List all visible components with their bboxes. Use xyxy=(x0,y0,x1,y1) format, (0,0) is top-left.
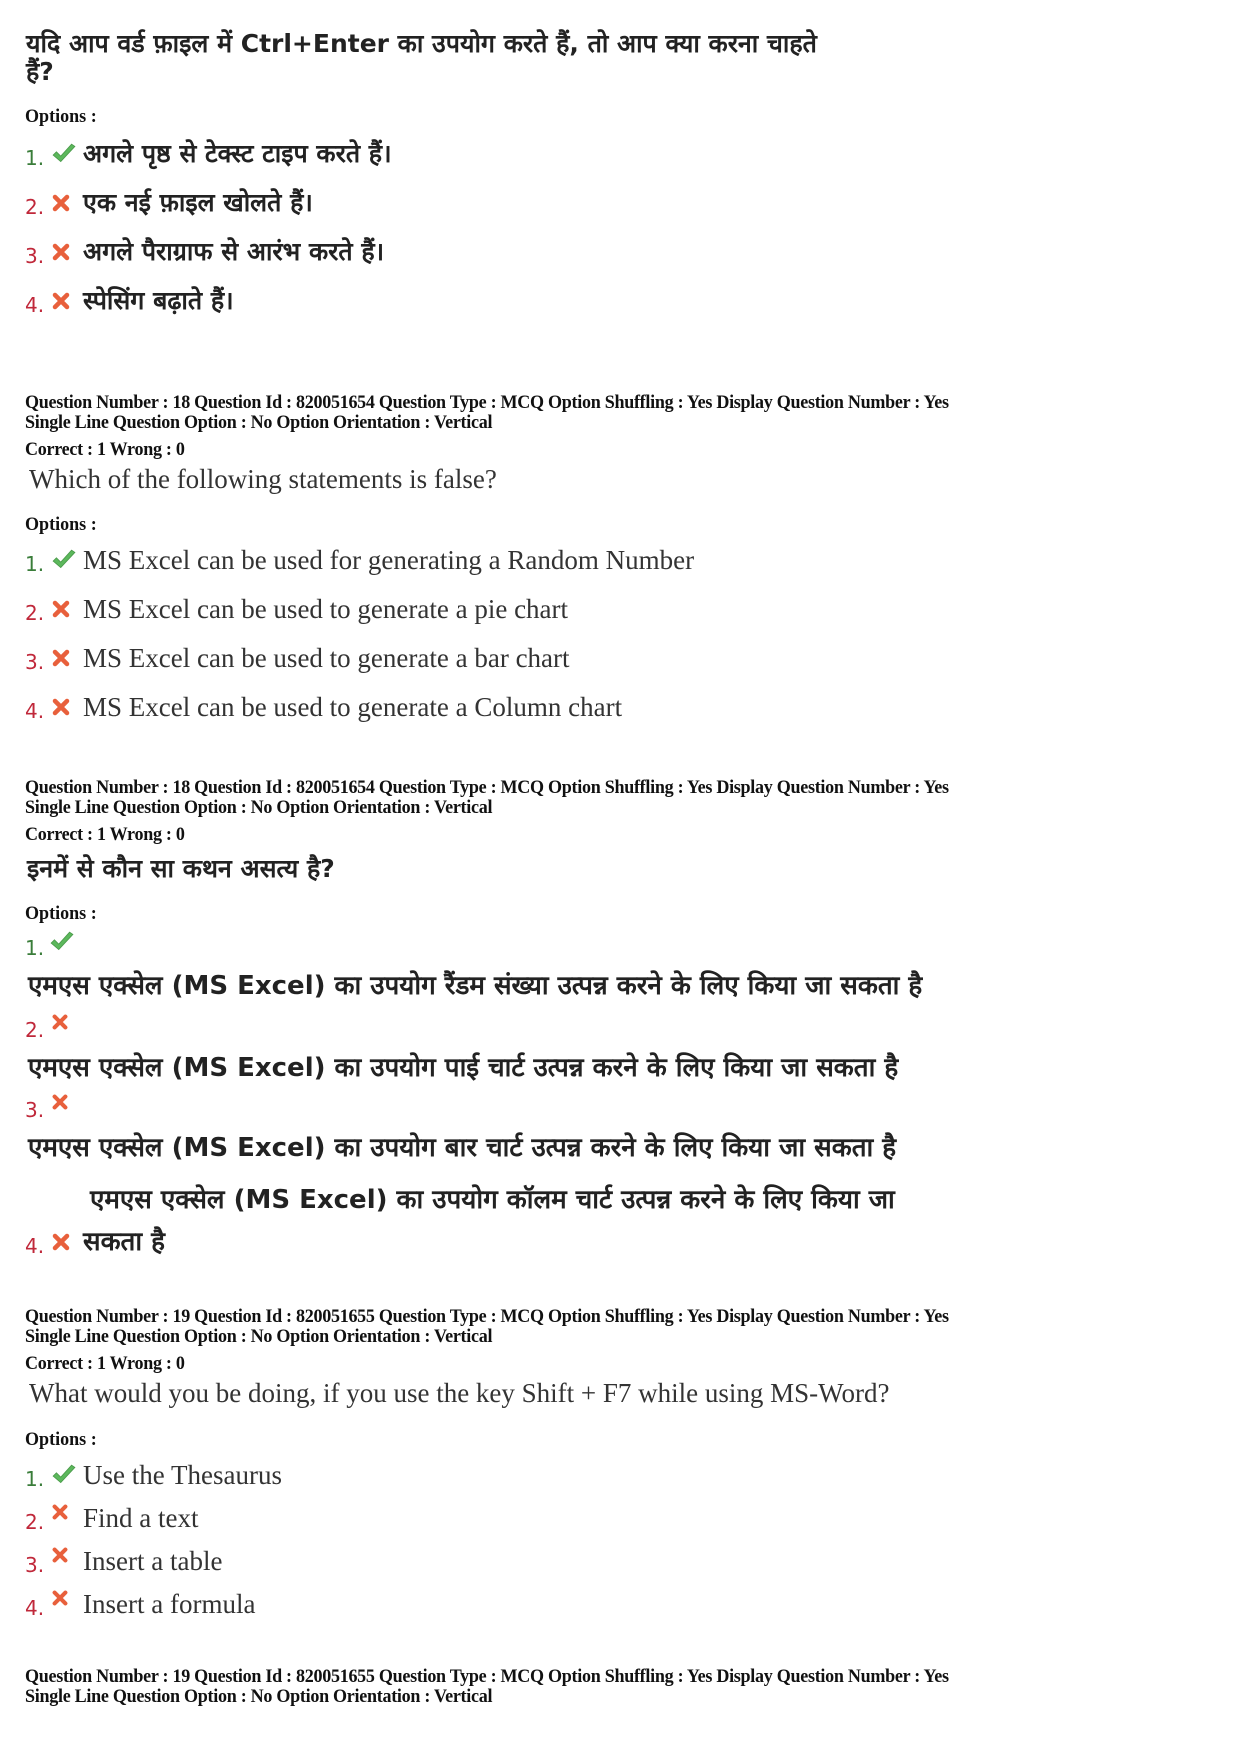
question-meta-line1: Question Number : 18 Question Id : 820051654 Question Type : MCQ Option Shuffling : Yes Display Question Number : Yes xyxy=(25,777,949,798)
question-meta-line2: Single Line Question Option : No Option Orientation : Vertical xyxy=(25,412,493,433)
option-number: 1. xyxy=(25,552,45,576)
option-number: 3. xyxy=(25,1098,45,1122)
marks-info: Correct : 1 Wrong : 0 xyxy=(25,1353,185,1374)
option-text: Insert a formula xyxy=(83,1589,256,1619)
option-number: 2. xyxy=(25,601,45,625)
option-4-text-line2: सकता है xyxy=(83,1227,165,1257)
option-number: 4. xyxy=(25,1596,45,1620)
check-icon xyxy=(49,930,75,954)
option-2 xyxy=(25,183,313,219)
option-number: 4. xyxy=(25,1234,45,1258)
option-number: 1. xyxy=(25,146,45,170)
option-text: अगले पैराग्राफ से आरंभ करते हैं। xyxy=(83,237,385,266)
option-2 xyxy=(25,589,568,625)
option-3 xyxy=(25,638,570,674)
option-text: एक नई फ़ाइल खोलते हैं। xyxy=(83,188,313,217)
option-number: 3. xyxy=(25,650,45,674)
option-number: 2. xyxy=(25,1510,45,1534)
option-4 xyxy=(25,1222,165,1258)
cross-icon xyxy=(51,1543,69,1567)
options-label: Options : xyxy=(25,514,97,535)
option-number: 4. xyxy=(25,699,45,723)
option-2-marker xyxy=(25,1012,75,1042)
cross-icon xyxy=(51,646,71,670)
check-icon xyxy=(51,1463,77,1487)
cross-icon xyxy=(51,1010,69,1034)
option-4 xyxy=(25,687,622,723)
question-meta-line2: Single Line Question Option : No Option Orientation : Vertical xyxy=(25,1686,493,1707)
option-1 xyxy=(25,134,392,170)
cross-icon xyxy=(51,1500,69,1524)
question-meta-line1: Question Number : 19 Question Id : 820051655 Question Type : MCQ Option Shuffling : Yes Display Question Number : Yes xyxy=(25,1306,949,1327)
option-number: 1. xyxy=(25,936,45,960)
question-meta-line2: Single Line Question Option : No Option Orientation : Vertical xyxy=(25,1326,493,1347)
option-4 xyxy=(25,281,234,317)
cross-icon xyxy=(51,1090,69,1114)
option-text: Use the Thesaurus xyxy=(83,1460,282,1490)
options-label: Options : xyxy=(25,903,97,924)
option-1-marker xyxy=(25,930,81,960)
option-text: MS Excel can be used to generate a bar chart xyxy=(83,643,570,673)
option-text: Find a text xyxy=(83,1503,199,1533)
option-1 xyxy=(25,1455,282,1491)
option-text: MS Excel can be used to generate a pie chart xyxy=(83,594,569,624)
option-text: MS Excel can be used for generating a Random Number xyxy=(83,545,695,575)
question-meta-line1: Question Number : 18 Question Id : 820051654 Question Type : MCQ Option Shuffling : Yes Display Question Number : Yes xyxy=(25,392,949,413)
question-text: Which of the following statements is false? xyxy=(29,464,497,494)
option-number: 1. xyxy=(25,1467,45,1491)
cross-icon xyxy=(51,695,71,719)
option-number: 3. xyxy=(25,244,45,268)
cross-icon xyxy=(51,240,71,264)
check-icon xyxy=(51,548,77,572)
option-3-text: एमएस एक्सेल (MS Excel) का उपयोग बार चार्ट उत्पन्न करने के लिए किया जा सकता है xyxy=(28,1133,897,1163)
question-meta-line1: Question Number : 19 Question Id : 820051655 Question Type : MCQ Option Shuffling : Yes Display Question Number : Yes xyxy=(25,1666,949,1687)
option-1 xyxy=(25,540,694,576)
marks-info: Correct : 1 Wrong : 0 xyxy=(25,824,185,845)
option-1-text: एमएस एक्सेल (MS Excel) का उपयोग रैंडम संख्या उत्पन्न करने के लिए किया जा सकता है xyxy=(28,971,923,1001)
cross-icon xyxy=(51,191,71,215)
question-meta-line2: Single Line Question Option : No Option Orientation : Vertical xyxy=(25,797,493,818)
option-3-marker xyxy=(25,1092,75,1122)
option-text: स्पेसिंग बढ़ाते हैं। xyxy=(83,286,234,315)
marks-info: Correct : 1 Wrong : 0 xyxy=(25,439,185,460)
question-text-line2: हैं? xyxy=(26,57,54,86)
cross-icon xyxy=(51,289,71,313)
option-2 xyxy=(25,1498,199,1534)
cross-icon xyxy=(51,1586,69,1610)
check-icon xyxy=(51,142,77,166)
option-2-text: एमएस एक्सेल (MS Excel) का उपयोग पाई चार्ट उत्पन्न करने के लिए किया जा सकता है xyxy=(28,1053,899,1083)
question-text: इनमें से कौन सा कथन असत्य है? xyxy=(27,854,335,883)
option-text: अगले पृष्ठ से टेक्स्ट टाइप करते हैं। xyxy=(83,139,392,168)
option-4-text-line1: एमएस एक्सेल (MS Excel) का उपयोग कॉलम चार्ट उत्पन्न करने के लिए किया जा xyxy=(90,1185,895,1215)
option-number: 4. xyxy=(25,293,45,317)
options-label: Options : xyxy=(25,106,97,127)
option-text: Insert a table xyxy=(83,1546,223,1576)
option-number: 3. xyxy=(25,1553,45,1577)
options-label: Options : xyxy=(25,1429,97,1450)
option-number: 2. xyxy=(25,1018,45,1042)
option-number: 2. xyxy=(25,195,45,219)
option-3 xyxy=(25,232,384,268)
option-text: MS Excel can be used to generate a Column chart xyxy=(83,692,623,722)
cross-icon xyxy=(51,1230,71,1254)
cross-icon xyxy=(51,597,71,621)
option-3 xyxy=(25,1541,222,1577)
question-text-line1: यदि आप वर्ड फ़ाइल में Ctrl+Enter का उपयोग करते हैं, तो आप क्या करना चाहते xyxy=(26,29,817,58)
option-4 xyxy=(25,1584,255,1620)
question-text: What would you be doing, if you use the key Shift + F7 while using MS-Word? xyxy=(29,1378,890,1408)
